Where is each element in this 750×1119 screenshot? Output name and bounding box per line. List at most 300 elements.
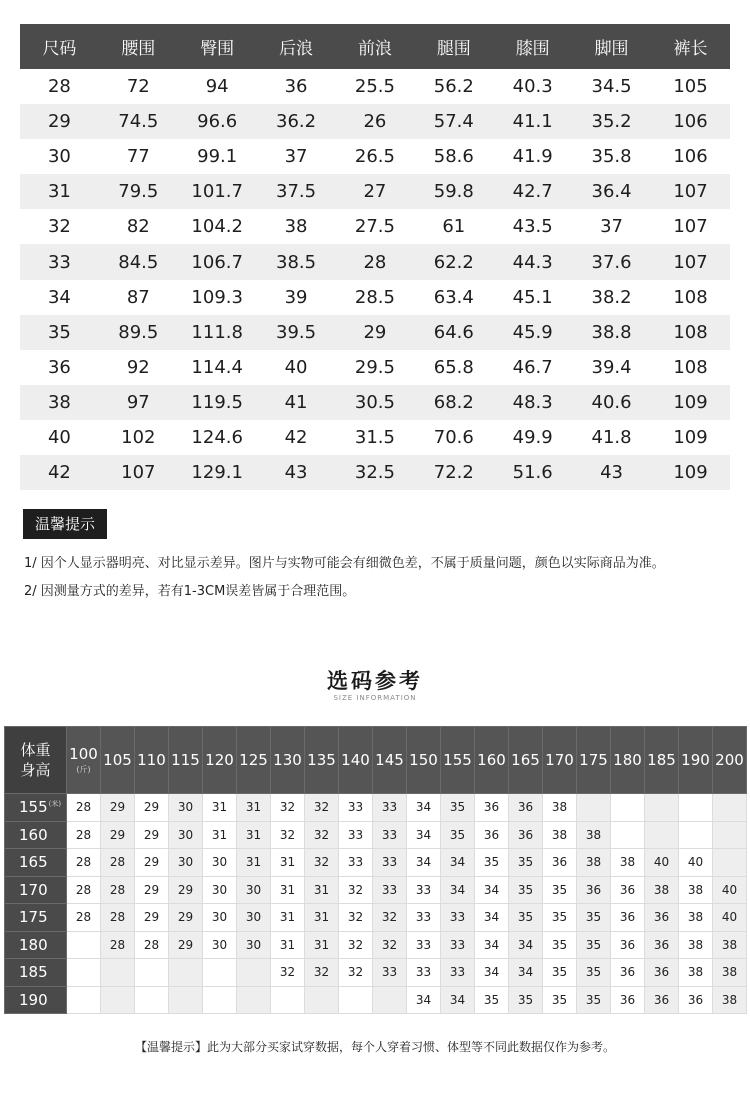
size-cell: 109 bbox=[651, 420, 730, 455]
size-cell: 36.2 bbox=[257, 104, 336, 139]
size-suggestion-cell: 38 bbox=[679, 876, 713, 904]
size-cell: 31 bbox=[20, 174, 99, 209]
weight-col-header bbox=[441, 727, 475, 794]
size-cell: 39 bbox=[257, 280, 336, 315]
size-cell: 51.6 bbox=[493, 455, 572, 490]
weight-value: 180 bbox=[613, 751, 642, 769]
height-row-header bbox=[5, 876, 67, 904]
size-suggestion-cell bbox=[169, 986, 203, 1014]
height-row-header bbox=[5, 959, 67, 987]
size-suggestion-cell: 33 bbox=[373, 959, 407, 987]
size-cell: 42.7 bbox=[493, 174, 572, 209]
weight-value: 155 bbox=[443, 751, 472, 769]
size-cell: 27.5 bbox=[336, 209, 415, 244]
size-suggestion-cell bbox=[577, 794, 611, 822]
weight-header-row bbox=[5, 727, 747, 794]
size-suggestion-cell: 30 bbox=[203, 931, 237, 959]
size-cell: 108 bbox=[651, 280, 730, 315]
size-suggestion-cell: 32 bbox=[339, 876, 373, 904]
weight-value: 190 bbox=[681, 751, 710, 769]
size-suggestion-cell: 30 bbox=[169, 849, 203, 877]
size-suggestion-cell bbox=[713, 821, 747, 849]
weight-value: 115 bbox=[171, 751, 200, 769]
size-cell: 70.6 bbox=[414, 420, 493, 455]
size-suggestion-cell bbox=[101, 959, 135, 987]
height-value: 155 bbox=[19, 798, 48, 817]
size-suggestion-cell bbox=[101, 986, 135, 1014]
size-suggestion-cell: 31 bbox=[237, 821, 271, 849]
size-suggestion-cell bbox=[203, 959, 237, 987]
size-suggestion-cell: 30 bbox=[169, 821, 203, 849]
size-col-header: 臀围 bbox=[178, 24, 257, 69]
size-suggestion-cell: 35 bbox=[475, 849, 509, 877]
size-suggestion-cell: 36 bbox=[611, 931, 645, 959]
size-cell: 68.2 bbox=[414, 385, 493, 420]
size-cell: 35 bbox=[20, 315, 99, 350]
weight-value: 120 bbox=[205, 751, 234, 769]
size-cell: 29.5 bbox=[336, 350, 415, 385]
size-cell: 104.2 bbox=[178, 209, 257, 244]
size-cell: 62.2 bbox=[414, 244, 493, 279]
size-reference-subtitle: SIZE INFORMATION bbox=[333, 694, 417, 702]
size-suggestion-cell: 38 bbox=[543, 794, 577, 822]
weight-col-header bbox=[271, 727, 305, 794]
size-cell: 36 bbox=[20, 350, 99, 385]
size-cell: 92 bbox=[99, 350, 178, 385]
size-cell: 41.9 bbox=[493, 139, 572, 174]
size-suggestion-cell: 34 bbox=[475, 959, 509, 987]
height-value: 190 bbox=[19, 990, 48, 1009]
size-suggestion-cell: 28 bbox=[101, 849, 135, 877]
weight-value: 100 bbox=[69, 745, 98, 763]
size-cell: 105 bbox=[651, 69, 730, 104]
size-cell: 114.4 bbox=[178, 350, 257, 385]
weight-col-header bbox=[543, 727, 577, 794]
weight-value: 135 bbox=[307, 751, 336, 769]
size-cell: 44.3 bbox=[493, 244, 572, 279]
size-table-row bbox=[20, 280, 730, 315]
size-cell: 38 bbox=[20, 385, 99, 420]
size-table-row bbox=[20, 315, 730, 350]
weight-col-header bbox=[305, 727, 339, 794]
size-suggestion-cell: 31 bbox=[305, 904, 339, 932]
size-cell: 38.8 bbox=[572, 315, 651, 350]
size-col-header: 腿围 bbox=[414, 24, 493, 69]
size-suggestion-cell: 33 bbox=[373, 849, 407, 877]
size-suggestion-cell: 29 bbox=[135, 821, 169, 849]
size-suggestion-cell: 36 bbox=[509, 794, 543, 822]
weight-col-header bbox=[645, 727, 679, 794]
size-suggestion-cell: 36 bbox=[543, 849, 577, 877]
size-suggestion-cell: 36 bbox=[611, 904, 645, 932]
size-cell: 40.3 bbox=[493, 69, 572, 104]
size-cell: 26 bbox=[336, 104, 415, 139]
size-suggestion-cell: 34 bbox=[407, 794, 441, 822]
size-suggestion-cell: 34 bbox=[475, 931, 509, 959]
size-suggestion-cell: 36 bbox=[611, 876, 645, 904]
size-suggestion-cell: 36 bbox=[577, 876, 611, 904]
size-suggestion-cell bbox=[67, 959, 101, 987]
size-cell: 82 bbox=[99, 209, 178, 244]
size-suggestion-cell: 32 bbox=[305, 821, 339, 849]
size-suggestion-cell: 35 bbox=[543, 986, 577, 1014]
size-suggestion-cell: 32 bbox=[305, 794, 339, 822]
size-suggestion-cell: 35 bbox=[577, 904, 611, 932]
size-cell: 77 bbox=[99, 139, 178, 174]
weight-col-header bbox=[407, 727, 441, 794]
size-suggestion-cell: 31 bbox=[305, 876, 339, 904]
size-suggestion-cell: 33 bbox=[339, 794, 373, 822]
size-suggestion-cell: 33 bbox=[441, 904, 475, 932]
size-suggestion-cell: 38 bbox=[577, 821, 611, 849]
size-reference-table bbox=[4, 726, 747, 1014]
size-suggestion-cell: 33 bbox=[407, 904, 441, 932]
size-cell: 40 bbox=[20, 420, 99, 455]
size-suggestion-cell: 29 bbox=[135, 876, 169, 904]
size-suggestion-cell bbox=[611, 794, 645, 822]
size-suggestion-cell: 35 bbox=[475, 986, 509, 1014]
size-cell: 37.6 bbox=[572, 244, 651, 279]
size-suggestion-cell: 30 bbox=[237, 931, 271, 959]
size-suggestion-cell: 34 bbox=[407, 849, 441, 877]
size-suggestion-cell: 34 bbox=[475, 904, 509, 932]
size-reference-title: 选码参考 bbox=[327, 669, 423, 693]
size-suggestion-cell bbox=[679, 821, 713, 849]
size-cell: 108 bbox=[651, 315, 730, 350]
weight-value: 140 bbox=[341, 751, 370, 769]
weight-value: 165 bbox=[511, 751, 540, 769]
size-suggestion-cell: 34 bbox=[407, 986, 441, 1014]
size-suggestion-cell bbox=[203, 986, 237, 1014]
size-col-header: 裤长 bbox=[651, 24, 730, 69]
weight-value: 110 bbox=[137, 751, 166, 769]
weight-value: 145 bbox=[375, 751, 404, 769]
size-suggestion-cell: 36 bbox=[645, 959, 679, 987]
weight-col-header bbox=[679, 727, 713, 794]
size-col-header: 脚围 bbox=[572, 24, 651, 69]
size-table-row bbox=[20, 174, 730, 209]
size-cell: 37.5 bbox=[257, 174, 336, 209]
size-cell: 46.7 bbox=[493, 350, 572, 385]
size-suggestion-cell bbox=[713, 849, 747, 877]
size-table-row bbox=[20, 385, 730, 420]
size-suggestion-cell: 31 bbox=[271, 904, 305, 932]
size-suggestion-cell: 40 bbox=[713, 904, 747, 932]
size-suggestion-cell: 31 bbox=[271, 849, 305, 877]
reference-footnote: 【温馨提示】此为大部分买家试穿数据，每个人穿着习惯、体型等不同此数据仅作为参考。 bbox=[134, 1040, 615, 1054]
size-suggestion-cell: 28 bbox=[101, 904, 135, 932]
size-suggestion-cell bbox=[237, 959, 271, 987]
weight-col-header bbox=[577, 727, 611, 794]
size-table-header bbox=[20, 24, 730, 69]
size-cell: 84.5 bbox=[99, 244, 178, 279]
size-suggestion-cell: 29 bbox=[169, 931, 203, 959]
size-cell: 79.5 bbox=[99, 174, 178, 209]
size-suggestion-cell: 33 bbox=[407, 876, 441, 904]
size-table-row bbox=[20, 420, 730, 455]
weight-value: 160 bbox=[477, 751, 506, 769]
size-measurement-table bbox=[20, 24, 730, 490]
height-row bbox=[5, 904, 747, 932]
size-cell: 45.1 bbox=[493, 280, 572, 315]
size-cell: 38.5 bbox=[257, 244, 336, 279]
size-suggestion-cell: 35 bbox=[509, 904, 543, 932]
height-row-header bbox=[5, 821, 67, 849]
size-suggestion-cell: 36 bbox=[509, 821, 543, 849]
size-cell: 37 bbox=[257, 139, 336, 174]
size-cell: 43 bbox=[257, 455, 336, 490]
size-suggestion-cell: 31 bbox=[203, 821, 237, 849]
size-suggestion-cell: 38 bbox=[577, 849, 611, 877]
size-suggestion-cell: 40 bbox=[679, 849, 713, 877]
weight-col-header bbox=[509, 727, 543, 794]
size-suggestion-cell: 31 bbox=[271, 931, 305, 959]
size-cell: 107 bbox=[651, 244, 730, 279]
size-cell: 99.1 bbox=[178, 139, 257, 174]
size-cell: 28 bbox=[20, 69, 99, 104]
height-row bbox=[5, 794, 747, 822]
size-suggestion-cell: 34 bbox=[441, 849, 475, 877]
size-suggestion-cell: 38 bbox=[679, 959, 713, 987]
size-suggestion-cell: 38 bbox=[713, 959, 747, 987]
size-cell: 64.6 bbox=[414, 315, 493, 350]
weight-value: 105 bbox=[103, 751, 132, 769]
size-suggestion-cell: 30 bbox=[169, 794, 203, 822]
size-suggestion-cell: 34 bbox=[509, 931, 543, 959]
size-suggestion-cell: 33 bbox=[407, 931, 441, 959]
size-table-row bbox=[20, 209, 730, 244]
height-value: 170 bbox=[19, 880, 48, 899]
size-cell: 36 bbox=[257, 69, 336, 104]
size-cell: 97 bbox=[99, 385, 178, 420]
size-suggestion-cell bbox=[339, 986, 373, 1014]
size-cell: 57.4 bbox=[414, 104, 493, 139]
size-suggestion-cell: 38 bbox=[679, 931, 713, 959]
weight-col-header bbox=[237, 727, 271, 794]
size-cell: 124.6 bbox=[178, 420, 257, 455]
size-suggestion-cell: 29 bbox=[101, 794, 135, 822]
size-suggestion-cell bbox=[645, 821, 679, 849]
size-cell: 107 bbox=[99, 455, 178, 490]
size-suggestion-cell: 36 bbox=[679, 986, 713, 1014]
size-cell: 42 bbox=[20, 455, 99, 490]
size-suggestion-cell: 28 bbox=[67, 794, 101, 822]
size-cell: 72.2 bbox=[414, 455, 493, 490]
size-suggestion-cell: 28 bbox=[101, 931, 135, 959]
size-table-row bbox=[20, 350, 730, 385]
size-cell: 48.3 bbox=[493, 385, 572, 420]
size-suggestion-cell: 36 bbox=[611, 959, 645, 987]
size-cell: 96.6 bbox=[178, 104, 257, 139]
size-suggestion-cell: 33 bbox=[441, 959, 475, 987]
size-suggestion-cell: 32 bbox=[305, 959, 339, 987]
size-cell: 106 bbox=[651, 104, 730, 139]
size-cell: 108 bbox=[651, 350, 730, 385]
height-row bbox=[5, 876, 747, 904]
size-suggestion-cell bbox=[713, 794, 747, 822]
size-suggestion-cell: 30 bbox=[237, 904, 271, 932]
weight-unit: (斤) bbox=[76, 765, 91, 774]
size-suggestion-cell: 36 bbox=[645, 904, 679, 932]
size-cell: 27 bbox=[336, 174, 415, 209]
size-col-header: 后浪 bbox=[257, 24, 336, 69]
weight-value: 150 bbox=[409, 751, 438, 769]
size-cell: 106 bbox=[651, 139, 730, 174]
size-suggestion-cell: 34 bbox=[441, 986, 475, 1014]
height-row bbox=[5, 849, 747, 877]
size-suggestion-cell: 31 bbox=[237, 849, 271, 877]
size-suggestion-cell bbox=[135, 959, 169, 987]
size-cell: 36.4 bbox=[572, 174, 651, 209]
height-row bbox=[5, 986, 747, 1014]
size-suggestion-cell bbox=[645, 794, 679, 822]
size-suggestion-cell: 28 bbox=[101, 876, 135, 904]
size-cell: 49.9 bbox=[493, 420, 572, 455]
size-suggestion-cell: 32 bbox=[339, 904, 373, 932]
size-cell: 40.6 bbox=[572, 385, 651, 420]
size-cell: 34.5 bbox=[572, 69, 651, 104]
size-cell: 107 bbox=[651, 209, 730, 244]
weight-col-header bbox=[203, 727, 237, 794]
size-cell: 34 bbox=[20, 280, 99, 315]
size-suggestion-cell: 33 bbox=[339, 821, 373, 849]
size-suggestion-cell: 35 bbox=[509, 986, 543, 1014]
size-cell: 29 bbox=[20, 104, 99, 139]
weight-value: 185 bbox=[647, 751, 676, 769]
size-cell: 32.5 bbox=[336, 455, 415, 490]
size-suggestion-cell: 36 bbox=[645, 931, 679, 959]
size-suggestion-cell: 35 bbox=[509, 876, 543, 904]
size-cell: 32 bbox=[20, 209, 99, 244]
height-row-header bbox=[5, 986, 67, 1014]
size-cell: 39.4 bbox=[572, 350, 651, 385]
size-suggestion-cell: 28 bbox=[135, 931, 169, 959]
size-cell: 41.8 bbox=[572, 420, 651, 455]
weight-value: 125 bbox=[239, 751, 268, 769]
size-cell: 119.5 bbox=[178, 385, 257, 420]
size-cell: 56.2 bbox=[414, 69, 493, 104]
size-cell: 41 bbox=[257, 385, 336, 420]
size-suggestion-cell: 35 bbox=[577, 986, 611, 1014]
size-suggestion-cell: 38 bbox=[543, 821, 577, 849]
size-suggestion-cell: 35 bbox=[577, 931, 611, 959]
size-cell: 33 bbox=[20, 244, 99, 279]
size-suggestion-cell: 31 bbox=[203, 794, 237, 822]
size-cell: 111.8 bbox=[178, 315, 257, 350]
size-suggestion-cell: 32 bbox=[271, 794, 305, 822]
height-row bbox=[5, 821, 747, 849]
weight-value: 130 bbox=[273, 751, 302, 769]
weight-col-header bbox=[169, 727, 203, 794]
size-cell: 28.5 bbox=[336, 280, 415, 315]
size-suggestion-cell: 35 bbox=[543, 931, 577, 959]
size-cell: 63.4 bbox=[414, 280, 493, 315]
size-suggestion-cell: 36 bbox=[475, 794, 509, 822]
size-cell: 107 bbox=[651, 174, 730, 209]
size-cell: 61 bbox=[414, 209, 493, 244]
size-suggestion-cell: 33 bbox=[441, 931, 475, 959]
size-suggestion-cell: 32 bbox=[339, 931, 373, 959]
size-suggestion-cell: 32 bbox=[373, 904, 407, 932]
height-value: 175 bbox=[19, 908, 48, 927]
height-value: 160 bbox=[19, 825, 48, 844]
size-suggestion-cell: 30 bbox=[203, 876, 237, 904]
size-col-header: 前浪 bbox=[336, 24, 415, 69]
size-cell: 37 bbox=[572, 209, 651, 244]
size-cell: 43 bbox=[572, 455, 651, 490]
size-col-header: 尺码 bbox=[20, 24, 99, 69]
size-suggestion-cell: 29 bbox=[101, 821, 135, 849]
size-cell: 94 bbox=[178, 69, 257, 104]
tip-note-1: 1/ 因个人显示器明亮、对比显示差异。图片与实物可能会有细微色差，不属于质量问题，颜色以实际商品为准。 bbox=[24, 556, 665, 571]
height-value: 185 bbox=[19, 963, 48, 982]
weight-col-header bbox=[373, 727, 407, 794]
weight-height-corner bbox=[5, 727, 67, 794]
size-suggestion-cell bbox=[271, 986, 305, 1014]
size-col-header: 腰围 bbox=[99, 24, 178, 69]
size-cell: 41.1 bbox=[493, 104, 572, 139]
size-suggestion-cell: 29 bbox=[135, 794, 169, 822]
weight-value: 175 bbox=[579, 751, 608, 769]
weight-col-header bbox=[713, 727, 747, 794]
height-row-header bbox=[5, 794, 67, 822]
size-suggestion-cell: 32 bbox=[373, 931, 407, 959]
size-suggestion-cell: 35 bbox=[577, 959, 611, 987]
size-suggestion-cell: 31 bbox=[271, 876, 305, 904]
size-cell: 29 bbox=[336, 315, 415, 350]
size-suggestion-cell: 33 bbox=[407, 959, 441, 987]
size-suggestion-cell: 40 bbox=[713, 876, 747, 904]
size-suggestion-cell: 40 bbox=[645, 849, 679, 877]
size-table-row bbox=[20, 455, 730, 490]
size-cell: 30.5 bbox=[336, 385, 415, 420]
size-suggestion-cell: 38 bbox=[645, 876, 679, 904]
height-row-header bbox=[5, 931, 67, 959]
size-suggestion-cell: 36 bbox=[611, 986, 645, 1014]
height-row-header bbox=[5, 904, 67, 932]
size-suggestion-cell: 38 bbox=[679, 904, 713, 932]
size-suggestion-cell bbox=[611, 821, 645, 849]
size-cell: 45.9 bbox=[493, 315, 572, 350]
height-value: 180 bbox=[19, 935, 48, 954]
weight-col-header bbox=[135, 727, 169, 794]
size-suggestion-cell bbox=[67, 931, 101, 959]
size-suggestion-cell: 38 bbox=[611, 849, 645, 877]
size-suggestion-cell: 33 bbox=[373, 794, 407, 822]
size-suggestion-cell: 32 bbox=[271, 821, 305, 849]
size-suggestion-cell: 29 bbox=[169, 904, 203, 932]
size-cell: 59.8 bbox=[414, 174, 493, 209]
corner-height-label: 身高 bbox=[20, 761, 51, 779]
size-suggestion-cell: 38 bbox=[713, 986, 747, 1014]
size-suggestion-cell: 34 bbox=[441, 876, 475, 904]
size-suggestion-cell: 36 bbox=[645, 986, 679, 1014]
size-suggestion-cell bbox=[305, 986, 339, 1014]
size-cell: 101.7 bbox=[178, 174, 257, 209]
height-row bbox=[5, 959, 747, 987]
size-cell: 25.5 bbox=[336, 69, 415, 104]
size-suggestion-cell: 31 bbox=[305, 931, 339, 959]
size-suggestion-cell bbox=[169, 959, 203, 987]
size-suggestion-cell: 33 bbox=[373, 821, 407, 849]
size-table-row bbox=[20, 104, 730, 139]
height-value: 165 bbox=[19, 853, 48, 872]
size-cell: 28 bbox=[336, 244, 415, 279]
weight-col-header bbox=[67, 727, 101, 794]
size-cell: 43.5 bbox=[493, 209, 572, 244]
size-cell: 87 bbox=[99, 280, 178, 315]
size-suggestion-cell: 35 bbox=[543, 959, 577, 987]
